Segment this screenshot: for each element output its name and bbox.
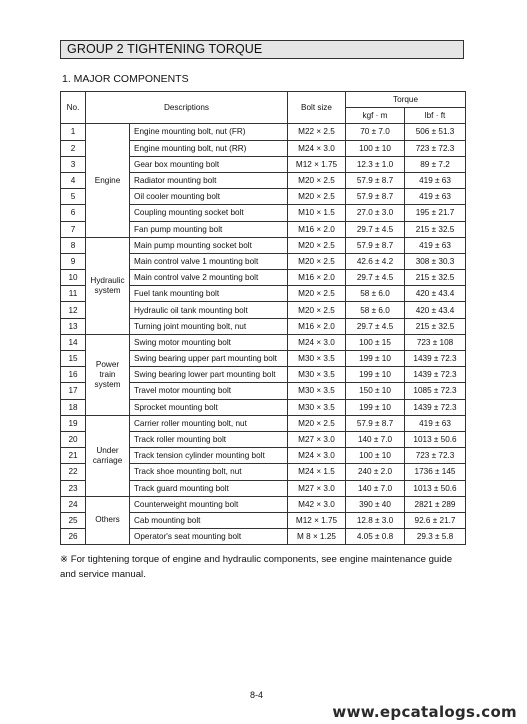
torque-kgf-cell: 58 ± 6.0 bbox=[346, 286, 405, 302]
torque-kgf-cell: 42.6 ± 4.2 bbox=[346, 253, 405, 269]
section-title: 1. MAJOR COMPONENTS bbox=[62, 73, 189, 85]
torque-kgf-cell: 199 ± 10 bbox=[346, 399, 405, 415]
bolt-size-cell: M20 × 2.5 bbox=[288, 302, 346, 318]
description-cell: Travel motor mounting bolt bbox=[130, 383, 288, 399]
row-number: 16 bbox=[61, 367, 86, 383]
header-no: No. bbox=[61, 92, 86, 124]
torque-kgf-cell: 70 ± 7.0 bbox=[346, 124, 405, 140]
bolt-size-cell: M30 × 3.5 bbox=[288, 351, 346, 367]
torque-kgf-cell: 150 ± 10 bbox=[346, 383, 405, 399]
row-number: 15 bbox=[61, 351, 86, 367]
description-cell: Fan pump mounting bolt bbox=[130, 221, 288, 237]
torque-lbf-cell: 29.3 ± 5.8 bbox=[405, 529, 466, 545]
description-cell: Coupling mounting socket bolt bbox=[130, 205, 288, 221]
description-cell: Main control valve 1 mounting bolt bbox=[130, 253, 288, 269]
row-number: 14 bbox=[61, 334, 86, 350]
row-number: 6 bbox=[61, 205, 86, 221]
group-label: Engine bbox=[86, 124, 130, 237]
row-number: 2 bbox=[61, 140, 86, 156]
description-cell: Hydraulic oil tank mounting bolt bbox=[130, 302, 288, 318]
row-number: 5 bbox=[61, 189, 86, 205]
row-number: 21 bbox=[61, 448, 86, 464]
torque-lbf-cell: 215 ± 32.5 bbox=[405, 318, 466, 334]
bolt-size-cell: M24 × 1.5 bbox=[288, 464, 346, 480]
torque-kgf-cell: 57.9 ± 8.7 bbox=[346, 415, 405, 431]
bolt-size-cell: M 8 × 1.25 bbox=[288, 529, 346, 545]
description-cell: Main control valve 2 mounting bolt bbox=[130, 270, 288, 286]
torque-kgf-cell: 12.8 ± 3.0 bbox=[346, 512, 405, 528]
torque-kgf-cell: 57.9 ± 8.7 bbox=[346, 189, 405, 205]
torque-table bbox=[60, 91, 466, 545]
torque-lbf-cell: 215 ± 32.5 bbox=[405, 221, 466, 237]
page-number: 8-4 bbox=[250, 690, 264, 700]
torque-lbf-cell: 1439 ± 72.3 bbox=[405, 351, 466, 367]
table-row bbox=[61, 415, 466, 431]
bolt-size-cell: M30 × 3.5 bbox=[288, 399, 346, 415]
bolt-size-cell: M10 × 1.5 bbox=[288, 205, 346, 221]
header-kgf-m: kgf · m bbox=[346, 108, 405, 124]
torque-kgf-cell: 29.7 ± 4.5 bbox=[346, 270, 405, 286]
description-cell: Radiator mounting bolt bbox=[130, 172, 288, 188]
header-torque: Torque bbox=[346, 92, 466, 108]
description-cell: Swing bearing lower part mounting bolt bbox=[130, 367, 288, 383]
row-number: 13 bbox=[61, 318, 86, 334]
row-number: 18 bbox=[61, 399, 86, 415]
bolt-size-cell: M20 × 2.5 bbox=[288, 237, 346, 253]
footnote: ※ For tightening torque of engine and hydraulic components, see engine maintenance guide and service manual. bbox=[60, 554, 453, 580]
table-row bbox=[61, 124, 466, 140]
description-cell: Swing motor mounting bolt bbox=[130, 334, 288, 350]
row-number: 22 bbox=[61, 464, 86, 480]
torque-kgf-cell: 140 ± 7.0 bbox=[346, 431, 405, 447]
torque-kgf-cell: 57.9 ± 8.7 bbox=[346, 237, 405, 253]
bolt-size-cell: M24 × 3.0 bbox=[288, 140, 346, 156]
torque-lbf-cell: 89 ± 7.2 bbox=[405, 156, 466, 172]
row-number: 10 bbox=[61, 270, 86, 286]
description-cell: Sprocket mounting bolt bbox=[130, 399, 288, 415]
description-cell: Turning joint mounting bolt, nut bbox=[130, 318, 288, 334]
bolt-size-cell: M24 × 3.0 bbox=[288, 448, 346, 464]
table-row bbox=[61, 496, 466, 512]
bolt-size-cell: M20 × 2.5 bbox=[288, 286, 346, 302]
bolt-size-cell: M20 × 2.5 bbox=[288, 415, 346, 431]
torque-kgf-cell: 199 ± 10 bbox=[346, 351, 405, 367]
group-header: GROUP 2 TIGHTENING TORQUE bbox=[60, 40, 464, 59]
torque-lbf-cell: 1736 ± 145 bbox=[405, 464, 466, 480]
torque-lbf-cell: 1013 ± 50.6 bbox=[405, 431, 466, 447]
row-number: 23 bbox=[61, 480, 86, 496]
torque-lbf-cell: 419 ± 63 bbox=[405, 172, 466, 188]
row-number: 9 bbox=[61, 253, 86, 269]
row-number: 19 bbox=[61, 415, 86, 431]
row-number: 4 bbox=[61, 172, 86, 188]
table-row bbox=[61, 237, 466, 253]
torque-kgf-cell: 4.05 ± 0.8 bbox=[346, 529, 405, 545]
torque-kgf-cell: 29.7 ± 4.5 bbox=[346, 221, 405, 237]
description-cell: Main pump mounting socket bolt bbox=[130, 237, 288, 253]
description-cell: Track tension cylinder mounting bolt bbox=[130, 448, 288, 464]
description-cell: Engine mounting bolt, nut (RR) bbox=[130, 140, 288, 156]
row-number: 20 bbox=[61, 431, 86, 447]
row-number: 25 bbox=[61, 512, 86, 528]
group-label: Hydraulic system bbox=[86, 237, 130, 334]
group-label: Power train system bbox=[86, 334, 130, 415]
torque-lbf-cell: 419 ± 63 bbox=[405, 237, 466, 253]
header-bolt-size: Bolt size bbox=[288, 92, 346, 124]
row-number: 24 bbox=[61, 496, 86, 512]
torque-lbf-cell: 1439 ± 72.3 bbox=[405, 399, 466, 415]
description-cell: Track shoe mounting bolt, nut bbox=[130, 464, 288, 480]
description-cell: Engine mounting bolt, nut (FR) bbox=[130, 124, 288, 140]
header-lbf-ft: lbf · ft bbox=[405, 108, 466, 124]
torque-table-body bbox=[61, 124, 466, 545]
group-label: Others bbox=[86, 496, 130, 545]
torque-kgf-cell: 140 ± 7.0 bbox=[346, 480, 405, 496]
row-number: 1 bbox=[61, 124, 86, 140]
torque-kgf-cell: 58 ± 6.0 bbox=[346, 302, 405, 318]
torque-lbf-cell: 1439 ± 72.3 bbox=[405, 367, 466, 383]
header-descriptions: Descriptions bbox=[86, 92, 288, 124]
torque-lbf-cell: 420 ± 43.4 bbox=[405, 302, 466, 318]
row-number: 7 bbox=[61, 221, 86, 237]
bolt-size-cell: M12 × 1.75 bbox=[288, 512, 346, 528]
torque-kgf-cell: 100 ± 10 bbox=[346, 448, 405, 464]
torque-kgf-cell: 57.9 ± 8.7 bbox=[346, 172, 405, 188]
torque-lbf-cell: 723 ± 72.3 bbox=[405, 448, 466, 464]
description-cell: Cab mounting bolt bbox=[130, 512, 288, 528]
bolt-size-cell: M20 × 2.5 bbox=[288, 172, 346, 188]
description-cell: Counterweight mounting bolt bbox=[130, 496, 288, 512]
torque-kgf-cell: 390 ± 40 bbox=[346, 496, 405, 512]
bolt-size-cell: M30 × 3.5 bbox=[288, 383, 346, 399]
row-number: 26 bbox=[61, 529, 86, 545]
torque-lbf-cell: 506 ± 51.3 bbox=[405, 124, 466, 140]
description-cell: Swing bearing upper part mounting bolt bbox=[130, 351, 288, 367]
torque-kgf-cell: 12.3 ± 1.0 bbox=[346, 156, 405, 172]
torque-lbf-cell: 723 ± 72.3 bbox=[405, 140, 466, 156]
bolt-size-cell: M24 × 3.0 bbox=[288, 334, 346, 350]
description-cell: Track guard mounting bolt bbox=[130, 480, 288, 496]
torque-lbf-cell: 419 ± 63 bbox=[405, 415, 466, 431]
bolt-size-cell: M22 × 2.5 bbox=[288, 124, 346, 140]
torque-kgf-cell: 100 ± 10 bbox=[346, 140, 405, 156]
row-number: 12 bbox=[61, 302, 86, 318]
bolt-size-cell: M16 × 2.0 bbox=[288, 270, 346, 286]
torque-lbf-cell: 723 ± 108 bbox=[405, 334, 466, 350]
torque-kgf-cell: 29.7 ± 4.5 bbox=[346, 318, 405, 334]
description-cell: Track roller mounting bolt bbox=[130, 431, 288, 447]
torque-lbf-cell: 215 ± 32.5 bbox=[405, 270, 466, 286]
bolt-size-cell: M20 × 2.5 bbox=[288, 189, 346, 205]
bolt-size-cell: M20 × 2.5 bbox=[288, 253, 346, 269]
description-cell: Fuel tank mounting bolt bbox=[130, 286, 288, 302]
torque-lbf-cell: 308 ± 30.3 bbox=[405, 253, 466, 269]
torque-lbf-cell: 92.6 ± 21.7 bbox=[405, 512, 466, 528]
description-cell: Carrier roller mounting bolt, nut bbox=[130, 415, 288, 431]
torque-lbf-cell: 1085 ± 72.3 bbox=[405, 383, 466, 399]
torque-kgf-cell: 100 ± 15 bbox=[346, 334, 405, 350]
bolt-size-cell: M16 × 2.0 bbox=[288, 221, 346, 237]
torque-lbf-cell: 1013 ± 50.6 bbox=[405, 480, 466, 496]
description-cell: Gear box mounting bolt bbox=[130, 156, 288, 172]
description-cell: Oil cooler mounting bolt bbox=[130, 189, 288, 205]
row-number: 11 bbox=[61, 286, 86, 302]
bolt-size-cell: M12 × 1.75 bbox=[288, 156, 346, 172]
description-cell: Operator's seat mounting bolt bbox=[130, 529, 288, 545]
group-label: Under carriage bbox=[86, 415, 130, 496]
watermark: www.epcatalogs.com bbox=[332, 703, 517, 721]
torque-lbf-cell: 195 ± 21.7 bbox=[405, 205, 466, 221]
torque-kgf-cell: 199 ± 10 bbox=[346, 367, 405, 383]
torque-lbf-cell: 2821 ± 289 bbox=[405, 496, 466, 512]
torque-lbf-cell: 419 ± 63 bbox=[405, 189, 466, 205]
row-number: 3 bbox=[61, 156, 86, 172]
bolt-size-cell: M27 × 3.0 bbox=[288, 480, 346, 496]
bolt-size-cell: M30 × 3.5 bbox=[288, 367, 346, 383]
bolt-size-cell: M42 × 3.0 bbox=[288, 496, 346, 512]
bolt-size-cell: M27 × 3.0 bbox=[288, 431, 346, 447]
torque-lbf-cell: 420 ± 43.4 bbox=[405, 286, 466, 302]
bolt-size-cell: M16 × 2.0 bbox=[288, 318, 346, 334]
torque-kgf-cell: 27.0 ± 3.0 bbox=[346, 205, 405, 221]
torque-kgf-cell: 240 ± 2.0 bbox=[346, 464, 405, 480]
row-number: 17 bbox=[61, 383, 86, 399]
table-row bbox=[61, 334, 466, 350]
row-number: 8 bbox=[61, 237, 86, 253]
